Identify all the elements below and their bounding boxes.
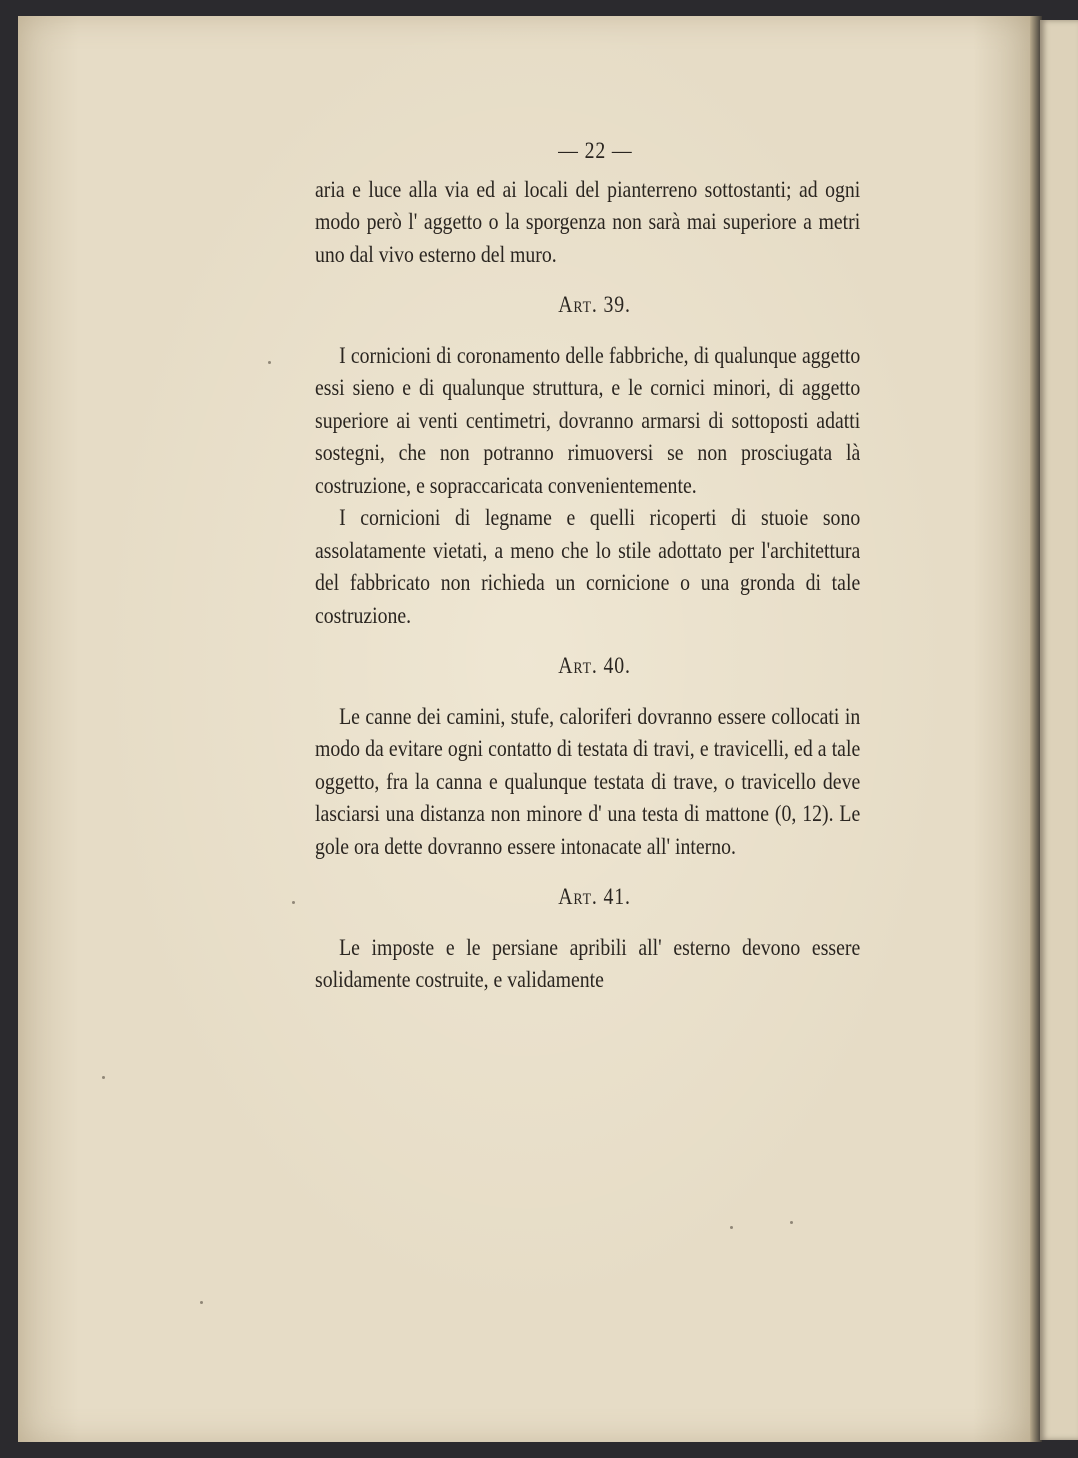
article-39-paragraph-1: I cornicioni di coronamento delle fabbriche, di qualunque aggetto essi sieno e di qualunque struttura, e le cornici minori, di aggetto superiore ai venti centimetri, dovranno armarsi di sottoposti adatti sostegni, che non potranno rimuoversi se non prosciugata là costruzione, e sopraccaricata convenientemente.: [315, 342, 861, 498]
page-number: — 22 —: [558, 138, 633, 163]
article-39-heading: Art. 39.: [558, 292, 631, 317]
paragraph-continuation: aria e luce alla via ed ai locali del pianterreno sottostanti; ad ogni modo però l' aggetto o la sporgenza non sarà mai superiore a metri uno dal vivo esterno del muro.: [315, 176, 861, 267]
paper-speck: [268, 361, 271, 364]
paper-speck: [790, 1221, 793, 1224]
paper-speck: [102, 1076, 105, 1079]
article-39-paragraph-2: I cornicioni di legname e quelli ricoperti di stuoie sono assolatamente vietati, a meno che lo stile adottato per l'architettura del fabbricato non richieda un cornicione o una gronda di tale costruzione.: [315, 505, 861, 628]
paper-speck: [730, 1226, 733, 1229]
article-41-heading: Art. 41.: [558, 884, 631, 909]
adjacent-page-edge: [1040, 20, 1078, 1440]
article-41-paragraph: Le imposte e le persiane apribili all' esterno devono essere solidamente costruite, e validamente: [315, 934, 861, 992]
page-text: [315, 135, 860, 997]
paper-speck: [292, 901, 295, 904]
article-40-paragraph: Le canne dei camini, stufe, caloriferi dovranno essere collocati in modo da evitare ogni contatto di testata di travi, e travicelli, ed a tale oggetto, fra la canna e qualunque testata di trave, o travicello deve lasciarsi una distanza non minore d' una testa di mattone (0, 12). Le gole ora dette dovranno essere intonacate all' interno.: [315, 703, 861, 859]
article-40-heading: Art. 40.: [558, 653, 631, 678]
paper-speck: [200, 1301, 203, 1304]
